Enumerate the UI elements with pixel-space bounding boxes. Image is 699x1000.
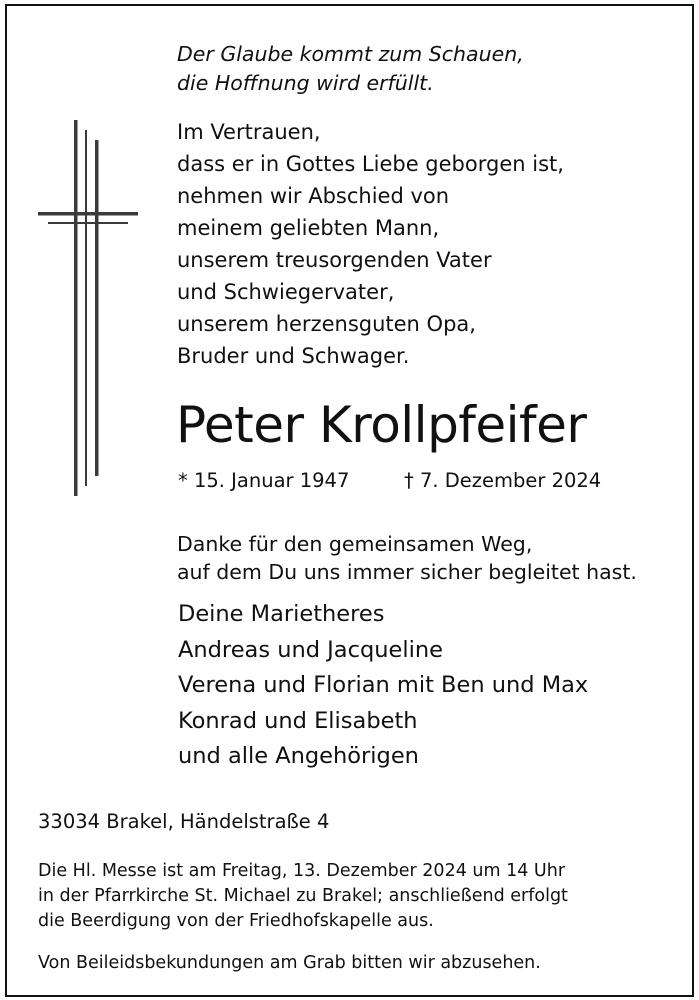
death-date: † 7. Dezember 2024 — [404, 469, 602, 492]
latin-cross-icon — [34, 120, 142, 496]
notice-line: die Beerdigung von der Friedhofskapelle aus. — [38, 911, 434, 931]
mourner-line: und alle Angehörigen — [178, 743, 419, 769]
thanks-text — [177, 530, 637, 586]
deceased-name: Peter Krollpfeifer — [176, 396, 587, 454]
motto-line: die Hoffnung wird erfüllt. — [177, 71, 434, 95]
intro-line: unserem treusorgenden Vater — [177, 248, 492, 272]
intro-line: dass er in Gottes Liebe geborgen ist, — [177, 152, 564, 176]
intro-line: und Schwiegervater, — [177, 280, 395, 304]
mourner-line: Verena und Florian mit Ben und Max — [178, 672, 589, 698]
intro-line: Im Vertrauen, — [177, 120, 321, 144]
mourner-line: Deine Marietheres — [178, 601, 385, 627]
funeral-notice — [38, 859, 568, 934]
intro-line: unserem herzensguten Opa, — [177, 312, 476, 336]
motto-line: Der Glaube kommt zum Schauen, — [177, 42, 524, 66]
mourners-list — [178, 597, 588, 775]
birth-date: * 15. Januar 1947 — [178, 469, 350, 492]
notice-line: in der Pfarrkirche St. Michael zu Brakel; anschließend erfolgt — [38, 886, 568, 906]
mourner-line: Andreas und Jacqueline — [178, 636, 443, 663]
notice-line: Die Hl. Messe ist am Freitag, 13. Dezember 2024 um 14 Uhr — [38, 861, 566, 881]
family-address: 33034 Brakel, Händelstraße 4 — [38, 810, 330, 833]
intro-line: meinem geliebten Mann, — [177, 216, 440, 240]
motto-verse — [177, 40, 524, 98]
thanks-line: auf dem Du uns immer sicher begleitet hast. — [177, 560, 637, 584]
mourner-line: Konrad und Elisabeth — [178, 707, 418, 734]
intro-line: nehmen wir Abschied von — [177, 184, 450, 208]
condolence-request: Von Beileidsbekundungen am Grab bitten wir abzusehen. — [38, 953, 541, 973]
intro-line: Bruder und Schwager. — [177, 344, 410, 368]
thanks-line: Danke für den gemeinsamen Weg, — [177, 532, 533, 556]
intro-text — [177, 116, 564, 372]
